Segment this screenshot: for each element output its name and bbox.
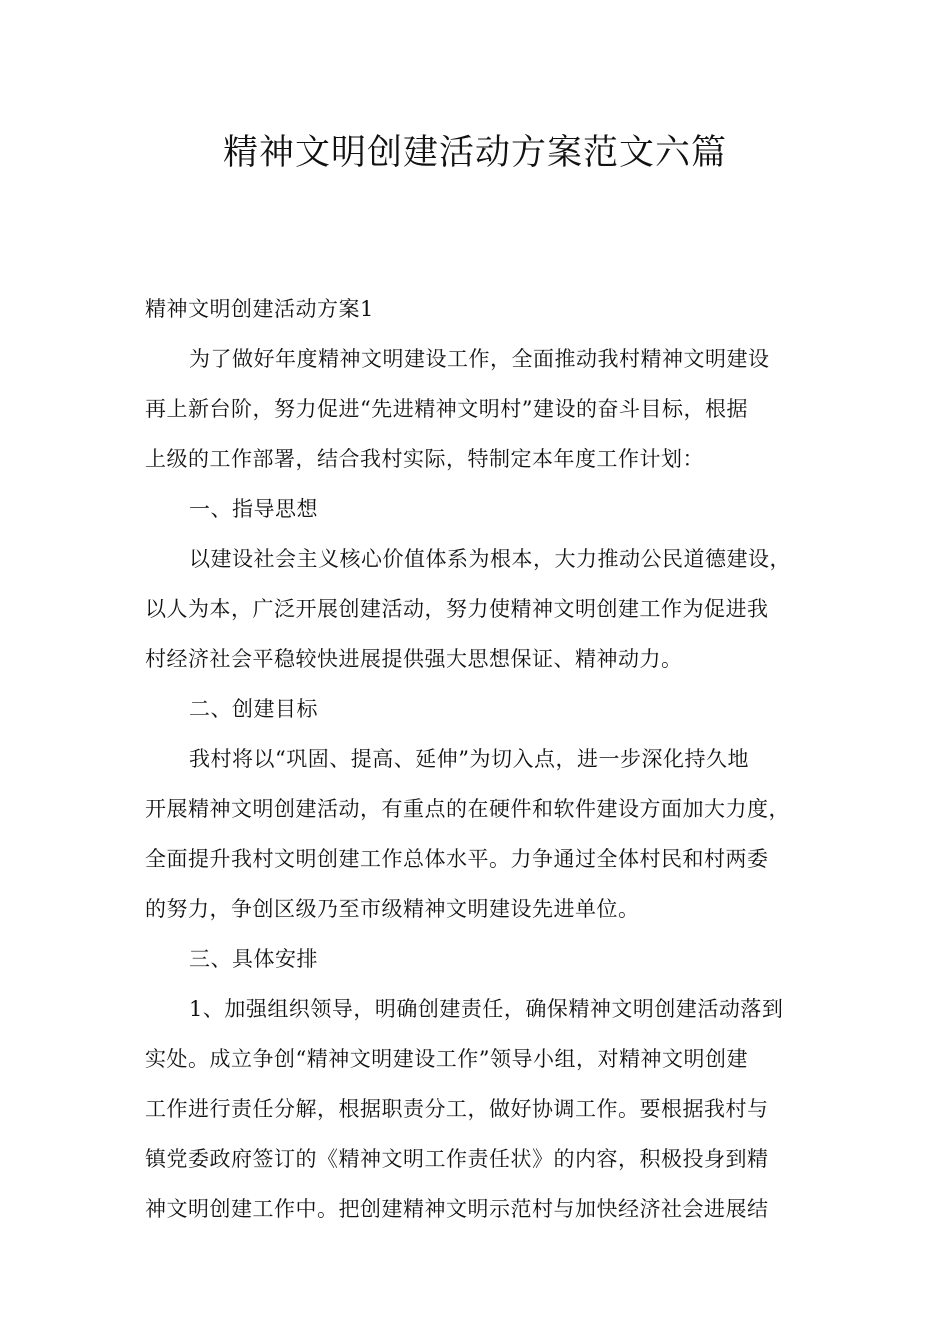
paragraph-line: 为了做好年度精神文明建设工作，全面推动我村精神文明建设 [189, 347, 770, 371]
subheading-guiding-ideology: 一、指导思想 [189, 497, 318, 521]
paragraph-line: 工作进行责任分解，根据职责分工，做好协调工作。要根据我村与 [145, 1097, 769, 1121]
paragraph-line: 全面提升我村文明创建工作总体水平。力争通过全体村民和村两委 [145, 847, 769, 871]
paragraph-line: 以建设社会主义核心价值体系为根本，大力推动公民道德建设， [189, 547, 791, 571]
paragraph-line: 的努力，争创区级乃至市级精神文明建设先进单位。 [145, 897, 640, 921]
paragraph-line: 再上新台阶，努力促进“先进精神文明村”建设的奋斗目标，根据 [145, 397, 748, 421]
document-title: 精神文明创建活动方案范文六篇 [222, 133, 727, 173]
paragraph-line: 开展精神文明创建活动，有重点的在硬件和软件建设方面加大力度， [145, 797, 790, 821]
paragraph-line: 实处。成立争创“精神文明建设工作”领导小组，对精神文明创建 [145, 1047, 748, 1071]
section-heading: 精神文明创建活动方案1 [145, 297, 374, 321]
paragraph-line: 1、加强组织领导，明确创建责任，确保精神文明创建活动落到 [189, 997, 784, 1021]
subheading-specific-arrangements: 三、具体安排 [189, 947, 318, 971]
document-body [145, 284, 815, 1234]
paragraph-line: 镇党委政府签订的《精神文明工作责任状》的内容，积极投身到精 [145, 1147, 769, 1171]
paragraph-line: 村经济社会平稳较快进展提供强大思想保证、精神动力。 [145, 647, 683, 671]
paragraph-line: 以人为本，广泛开展创建活动，努力使精神文明创建工作为促进我 [145, 597, 769, 621]
paragraph-line: 上级的工作部署，结合我村实际，特制定本年度工作计划： [145, 447, 704, 471]
paragraph-line: 神文明创建工作中。把创建精神文明示范村与加快经济社会进展结 [145, 1197, 769, 1221]
subheading-creation-goals: 二、创建目标 [189, 697, 318, 721]
paragraph-line: 我村将以“巩固、提高、延伸”为切入点，进一步深化持久地 [189, 747, 749, 771]
